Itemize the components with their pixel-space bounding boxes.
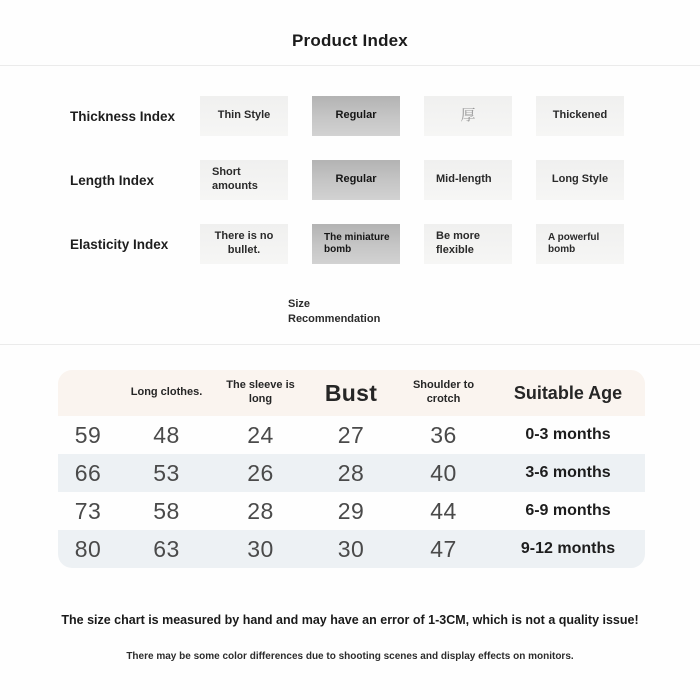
cell-size: 80 bbox=[74, 535, 102, 562]
cell-shoulder-crotch: 36 bbox=[430, 421, 457, 448]
cell-sleeve: 26 bbox=[247, 459, 274, 486]
option-be-more-flexible: Be more flexible bbox=[424, 224, 512, 264]
cell-shoulder-crotch: 47 bbox=[430, 535, 457, 562]
table-row bbox=[58, 530, 645, 568]
cell-bust: 30 bbox=[337, 535, 365, 562]
cell-long-clothes: 48 bbox=[153, 421, 180, 448]
cell-long-clothes: 63 bbox=[153, 535, 180, 562]
option-mid-length: Mid-length bbox=[424, 160, 512, 200]
header-bust: Bust bbox=[306, 370, 396, 416]
cell-suitable-age: 6-9 months bbox=[525, 502, 611, 519]
option-powerful-bomb: A powerful bomb bbox=[536, 224, 624, 264]
option-miniature-bomb: The miniature bomb bbox=[312, 224, 400, 264]
elasticity-index-label: Elasticity Index bbox=[70, 236, 169, 252]
index-row-length bbox=[0, 160, 700, 200]
index-row-thickness bbox=[0, 96, 700, 136]
option-thickened: Thickened bbox=[536, 96, 624, 136]
color-disclaimer: There may be some color differences due to shooting scenes and display effects on monitors. bbox=[126, 651, 574, 662]
size-table-card bbox=[58, 370, 645, 568]
cell-bust: 27 bbox=[337, 421, 365, 448]
option-regular-length: Regular bbox=[312, 160, 400, 200]
size-recommendation-heading: Size Recommendation bbox=[288, 298, 381, 325]
header-shoulder-crotch: Shoulder to crotch bbox=[396, 370, 491, 416]
cell-long-clothes: 58 bbox=[153, 497, 180, 524]
header-long-clothes: Long clothes. bbox=[118, 370, 215, 416]
option-thick-chinese: 厚 bbox=[424, 96, 512, 136]
cell-sleeve: 28 bbox=[247, 497, 274, 524]
header-suitable-age: Suitable Age bbox=[491, 370, 645, 416]
cell-suitable-age: 9-12 months bbox=[520, 540, 616, 557]
option-regular-thickness: Regular bbox=[312, 96, 400, 136]
cell-size: 73 bbox=[74, 497, 102, 524]
measurement-disclaimer: The size chart is measured by hand and may have an error of 1-3CM, which is not a quality issue! bbox=[61, 613, 639, 627]
cell-sleeve: 30 bbox=[247, 535, 274, 562]
option-short-amounts: Short amounts bbox=[200, 160, 288, 200]
cell-long-clothes: 53 bbox=[153, 459, 180, 486]
thickness-index-label: Thickness Index bbox=[70, 108, 176, 124]
length-index-label: Length Index bbox=[70, 172, 154, 188]
cell-bust: 28 bbox=[337, 459, 365, 486]
top-divider bbox=[0, 65, 700, 66]
option-no-bullet: There is no bullet. bbox=[200, 224, 288, 264]
cell-suitable-age: 3-6 months bbox=[525, 464, 611, 481]
option-long-style: Long Style bbox=[536, 160, 624, 200]
cell-suitable-age: 0-3 months bbox=[525, 426, 611, 443]
size-table-header-row bbox=[58, 370, 645, 416]
cell-sleeve: 24 bbox=[247, 421, 274, 448]
index-row-elasticity bbox=[0, 224, 700, 264]
table-row bbox=[58, 454, 645, 492]
header-sleeve-length: The sleeve is long bbox=[215, 370, 306, 416]
cell-size: 59 bbox=[74, 421, 102, 448]
table-row bbox=[58, 416, 645, 454]
cell-bust: 29 bbox=[337, 497, 365, 524]
table-row bbox=[58, 492, 645, 530]
table-section-divider bbox=[0, 344, 700, 345]
page-title: Product Index bbox=[292, 31, 408, 50]
cell-shoulder-crotch: 40 bbox=[430, 459, 457, 486]
option-thin-style: Thin Style bbox=[200, 96, 288, 136]
size-table bbox=[58, 370, 645, 568]
cell-shoulder-crotch: 44 bbox=[430, 497, 457, 524]
header-size bbox=[58, 370, 118, 416]
cell-size: 66 bbox=[74, 459, 102, 486]
